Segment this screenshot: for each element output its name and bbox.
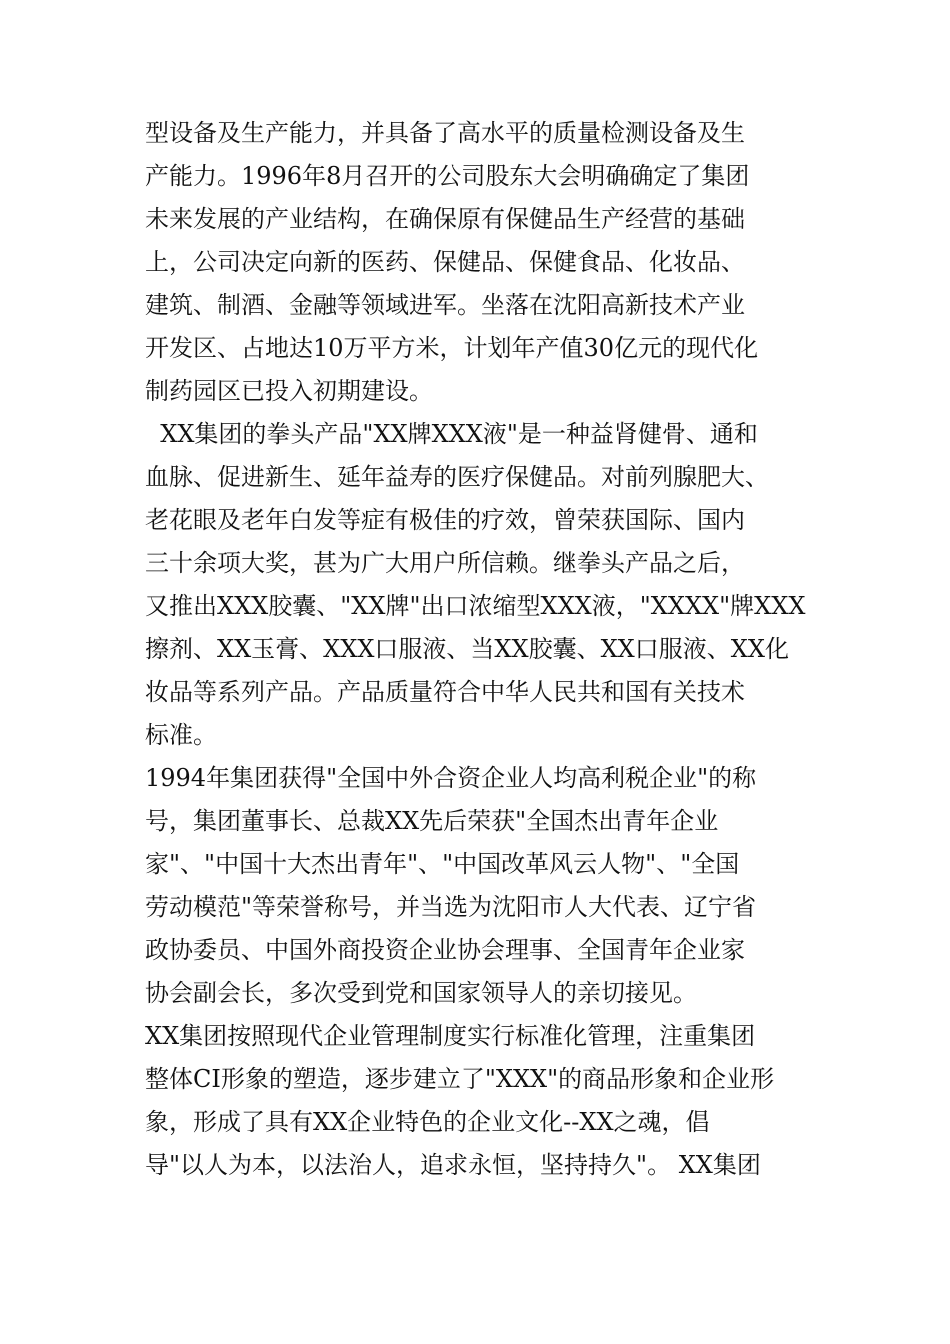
body-text: [145, 112, 825, 1187]
text-line: 整体CI形象的塑造，逐步建立了"XXX"的商品形象和企业形: [145, 1065, 775, 1093]
text-line: 家"、"中国十大杰出青年"、"中国改革风云人物"、"全国: [145, 850, 740, 878]
text-line: XX集团的拳头产品"XX牌XXX液"是一种益肾健骨、通和: [145, 420, 758, 448]
text-line: 未来发展的产业结构，在确保原有保健品生产经营的基础: [145, 205, 745, 233]
text-line: 标准。: [145, 721, 217, 749]
text-line: 制药园区已投入初期建设。: [145, 377, 433, 405]
text-line: 开发区、占地达10万平方米，计划年产值30亿元的现代化: [145, 334, 759, 362]
text-line: 象，形成了具有XX企业特色的企业文化--XX之魂，倡: [145, 1108, 710, 1136]
text-line: 老花眼及老年白发等症有极佳的疗效，曾荣获国际、国内: [145, 506, 745, 534]
text-line: 型设备及生产能力，并具备了高水平的质量检测设备及生: [145, 119, 745, 147]
text-line: 导"以人为本，以法治人，追求永恒，坚持持久"。 XX集团: [145, 1151, 761, 1179]
text-line: 政协委员、中国外商投资企业协会理事、全国青年企业家: [145, 936, 745, 964]
text-line: 建筑、制酒、金融等领域进军。坐落在沈阳高新技术产业: [145, 291, 745, 319]
text-line: 上，公司决定向新的医药、保健品、保健食品、化妆品、: [145, 248, 745, 276]
text-line: 1994年集团获得"全国中外合资企业人均高利税企业"的称: [145, 764, 757, 792]
text-line: 三十余项大奖，甚为广大用户所信赖。继拳头产品之后，: [145, 549, 745, 577]
text-line: 号，集团董事长、总裁XX先后荣获"全国杰出青年企业: [145, 807, 719, 835]
text-line: 又推出XXX胶囊、"XX牌"出口浓缩型XXX液，"XXXX"牌XXX: [145, 592, 806, 620]
text-line: XX集团按照现代企业管理制度实行标准化管理，注重集团: [145, 1022, 756, 1050]
text-line: 劳动模范"等荣誉称号，并当选为沈阳市人大代表、辽宁省: [145, 893, 757, 921]
text-line: 擦剂、XX玉膏、XXX口服液、当XX胶囊、XX口服液、XX化: [145, 635, 789, 663]
text-line: 产能力。1996年8月召开的公司股东大会明确确定了集团: [145, 162, 750, 190]
text-line: 妆品等系列产品。产品质量符合中华人民共和国有关技术: [145, 678, 745, 706]
text-line: 血脉、促进新生、延年益寿的医疗保健品。对前列腺肥大、: [145, 463, 769, 491]
text-line: 协会副会长，多次受到党和国家领导人的亲切接见。: [145, 979, 697, 1007]
